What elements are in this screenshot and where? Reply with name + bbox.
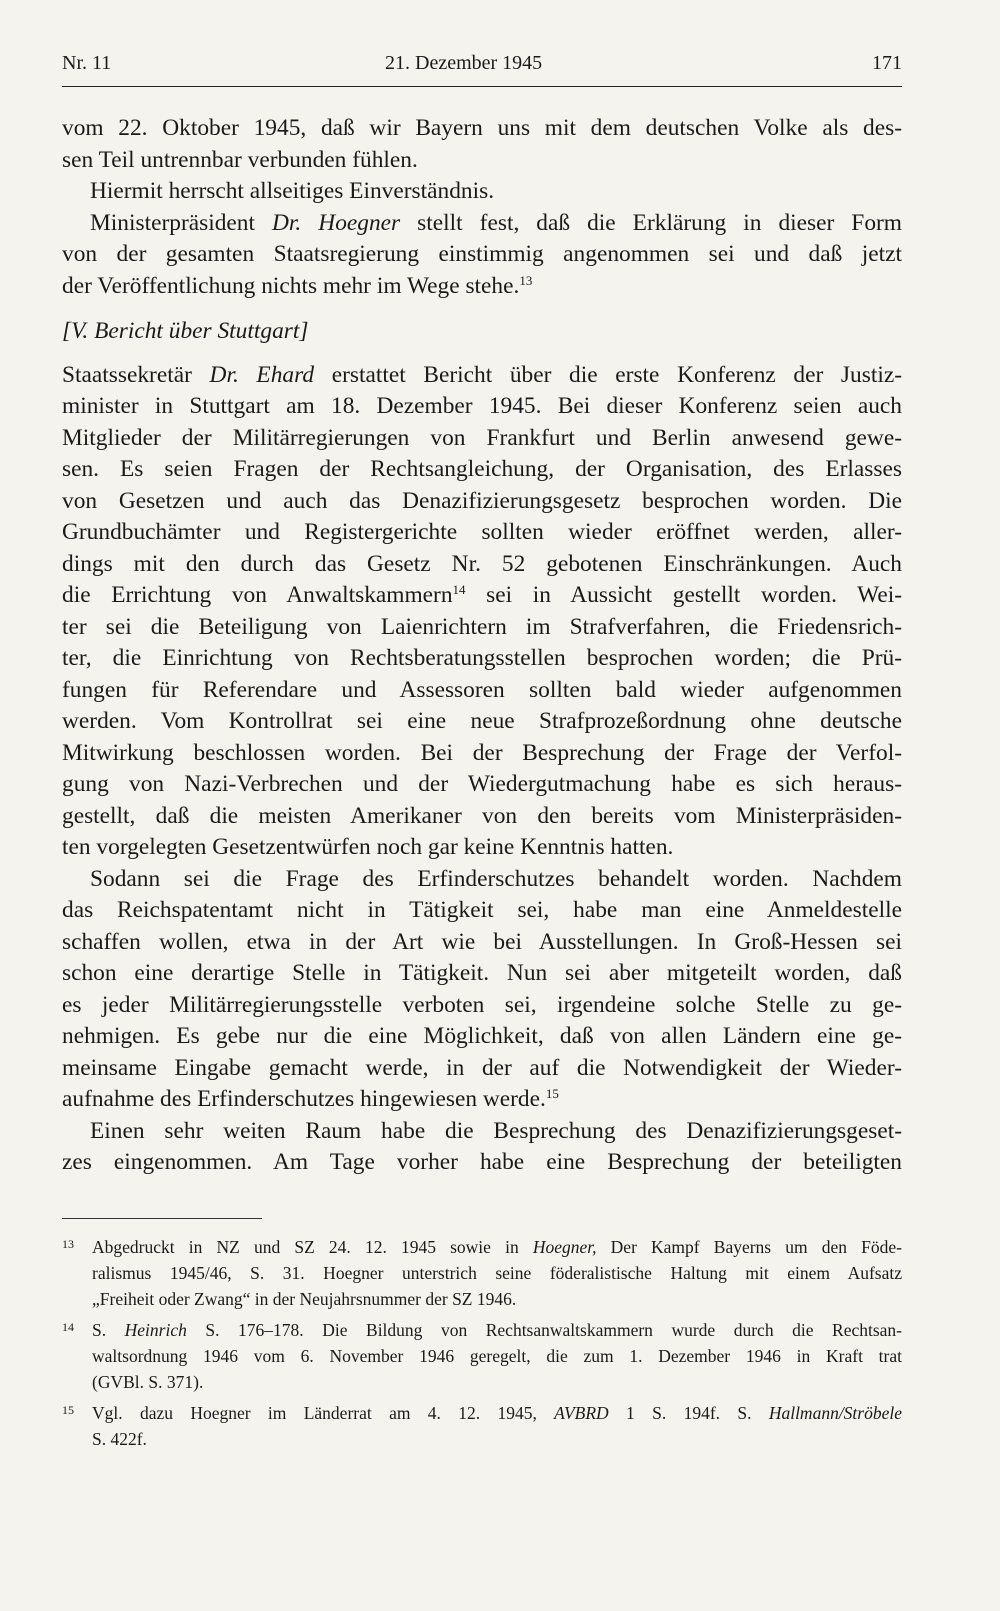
text-run: stellt fest, daß die Erklärung in dieser Form [400,209,902,236]
text-line: gung von Nazi-Verbrechen und der Wiedergutmachung habe es sich heraus- [62,771,902,797]
text-line: vom 22. Oktober 1945, daß wir Bayern uns mit dem deutschen Volke als des- [62,115,902,141]
text-line: Einen sehr weiten Raum habe die Besprechung des Denazifizierungsgeset- [90,1117,902,1144]
text-line: schaffen wollen, etwa in der Art wie bei Ausstellungen. In Groß-Hessen sei [62,928,902,955]
footnote-number: 13 [62,1237,74,1251]
text-line: dings mit den durch das Gesetz Nr. 52 gebotenen Einschränkungen. Auch [62,550,902,577]
text-line: werden. Vom Kontrollrat sei eine neue Strafprozeßordnung ohne deutsche [62,708,902,734]
text-line: „Freiheit oder Zwang“ in der Neujahrsnummer der SZ 1946. [92,1289,517,1309]
text-line: ter sei die Beteiligung von Laienrichtern im Strafverfahren, die Friedensrich- [62,613,902,640]
text-line: ralismus 1945/46, S. 31. Hoegner unterstrich seine föderalistische Haltung mit einem Aufsatz [92,1263,902,1283]
author-name: Hoegner, [532,1237,597,1257]
text-line: von der gesamten Staatsregierung einstimmig angenommen sei und daß jetzt [62,241,902,267]
section-heading [62,316,902,348]
paragraph-1 [62,113,902,176]
text-line: von Gesetzen und auch das Denazifizierungsgesetz besprochen worden. Die [62,487,902,514]
text-line: S. 422f. [92,1429,147,1449]
text-line: zes eingenommen. Am Tage vorher habe eine Besprechung der beteiligten [62,1149,902,1175]
person-name: Dr. Ehard [209,361,315,388]
text-line: schon eine derartige Stelle in Tätigkeit. Nun sei aber mitgeteilt worden, daß [62,960,902,986]
text-line: meinsame Eingabe gemacht werde, in der auf die Notwendigkeit der Wieder- [62,1054,902,1081]
footnote-15 [62,1400,902,1452]
paragraph-4 [62,360,902,864]
text-run: Ministerpräsident [90,209,273,236]
text-run: S. 176–178. Die Bildung von Rechtsanwaltskammern wurde durch die Rechtsan- [186,1320,902,1340]
text-line: Hiermit herrscht allseitiges Einverständnis. [90,178,495,204]
text-run: die Errichtung von Anwaltskammern [62,582,453,608]
text-line [62,271,902,303]
text-line: Sodann sei die Frage des Erfinderschutzes behandelt worden. Nachdem [90,865,902,892]
heading-text: [V. Bericht über Stuttgart] [62,318,309,344]
text-run: Vgl. dazu Hoegner im Länderrat am 4. 12. 1945, [92,1403,555,1423]
text-line: ter, die Einrichtung von Rechtsberatungsstellen besprochen worden; die Prü- [62,645,902,671]
footnotes [62,1234,902,1457]
text-line: ten vorgelegten Gesetzentwürfen noch gar keine Kenntnis hatten. [62,834,674,860]
text-line: Grundbuchämter und Registergerichte sollten wieder eröffnet werden, aller- [62,519,902,545]
text-line: sen. Es seien Fragen der Rechtsangleichung, der Organisation, des Erlasses [62,456,902,482]
body-text [62,113,902,1179]
text-line [62,360,902,392]
footnote-ref[interactable]: 15 [545,1086,559,1102]
person-name: Dr. Hoegner [272,209,401,236]
text-line: gestellt, daß die meisten Amerikaner von den bereits vom Ministerpräsiden- [62,802,902,829]
footnote-number: 15 [62,1403,74,1417]
author-name: Hallmann/Ströbele [768,1403,902,1423]
footnote-rule [62,1218,262,1219]
text-run: erstattet Bericht über die erste Konferenz der Justiz- [314,361,902,388]
text-line: Mitwirkung beschlossen worden. Bei der Besprechung der Frage der Verfol- [62,739,902,766]
paragraph-2 [62,176,902,208]
text-run: 1 S. 194f. S. [608,1403,769,1423]
paragraph-3 [62,208,902,303]
text-line [92,1317,902,1343]
text-line [92,1400,902,1426]
paragraph-6 [62,1116,902,1179]
text-line [62,1084,902,1116]
text-line: minister in Stuttgart am 18. Dezember 1945. Bei dieser Konferenz seien auch [62,393,902,419]
footnote-14 [62,1317,902,1395]
source-title: AVBRD [554,1403,609,1423]
issue-number: Nr. 11 [62,52,112,74]
footnote-ref[interactable]: 14 [452,582,466,598]
footnote-number: 14 [62,1320,74,1334]
text-line: waltsordnung 1946 vom 6. November 1946 geregelt, die zum 1. Dezember 1946 in Kraft trat [92,1346,902,1366]
text-line [62,580,902,612]
header-rule [62,86,902,87]
text-run: Abgedruckt in NZ und SZ 24. 12. 1945 sowie in [92,1237,533,1257]
running-header [62,48,902,86]
page-number: 171 [872,52,902,74]
footnote-ref[interactable]: 13 [519,272,533,288]
text-line: (GVBl. S. 371). [92,1372,204,1392]
text-run: S. [92,1320,125,1340]
text-run: der Veröffentlichung nichts mehr im Wege stehe. [62,272,520,299]
paragraph-5 [62,864,902,1116]
text-line: sen Teil untrennbar verbunden fühlen. [62,146,418,173]
author-name: Heinrich [124,1320,187,1340]
text-line: nehmigen. Es gebe nur die eine Möglichkeit, daß von allen Ländern eine ge- [62,1023,902,1049]
text-line: Mitglieder der Militärregierungen von Frankfurt und Berlin anwesend gewe- [62,424,902,451]
text-run: sei in Aussicht gestellt worden. Wei- [465,582,903,608]
header-date: 21. Dezember 1945 [385,52,543,74]
text-line: fungen für Referendare und Assessoren sollten bald wieder aufgenommen [62,676,902,703]
footnote-13 [62,1234,902,1312]
text-run: Der Kampf Bayerns um den Föde- [596,1237,902,1257]
text-line: das Reichspatentamt nicht in Tätigkeit sei, habe man eine Anmeldestelle [62,897,902,923]
text-line [62,208,902,240]
text-run: Staatssekretär [62,361,210,388]
text-line: es jeder Militärregierungsstelle verboten sei, irgendeine solche Stelle zu ge- [62,991,902,1018]
text-run: aufnahme des Erfinderschutzes hingewiesen werde. [62,1086,546,1112]
text-line [92,1234,902,1260]
